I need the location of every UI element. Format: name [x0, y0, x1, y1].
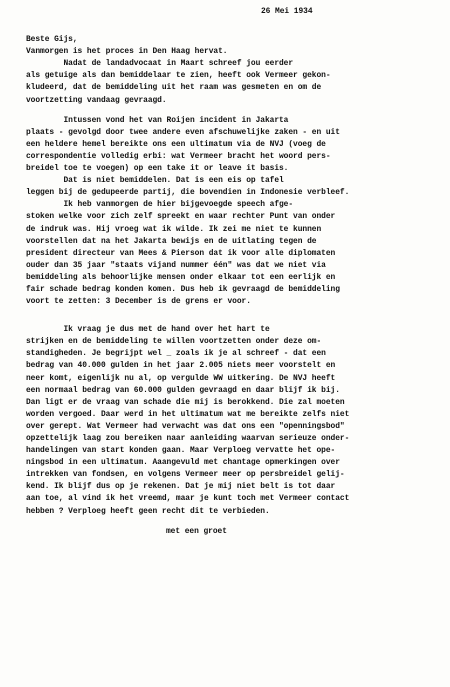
- closing: met een groet: [166, 526, 227, 536]
- text-line: als getuige als dan bemiddelaar te zien, heeft ook Vermeer gekon-: [26, 71, 331, 81]
- text-line: kend. Ik blijf dus op je rekenen. Dat je mij niet belt is tot daar: [26, 482, 336, 492]
- text-line: een heldere hemel bereikte ons een ultimatum via de NVJ (voeg de: [26, 139, 326, 149]
- text-line: strijken en de bemiddeling te willen voortzetten onder deze om-: [26, 337, 322, 347]
- text-line: president directeur van Mees & Pierson dat ik voor alle diplomaten: [26, 248, 336, 258]
- paragraph-3: [26, 175, 440, 199]
- text-line: voortzetting vandaag gevraagd.: [26, 95, 167, 105]
- text-line: de indruk was. Hij vroeg wat ik wilde. Ik zei me niet te kunnen: [26, 224, 322, 234]
- text-line: hebben ? Verploeg heeft geen recht dit te verbieden.: [26, 506, 270, 516]
- text-line: Intussen vond het van Roijen incident in Jakarta: [26, 115, 289, 125]
- text-line: stoken welke voor zich zelf spreekt en waar rechter Punt van onder: [26, 212, 336, 222]
- text-line: worden vergoed. Daar werd in het ultimatum wat me bereikte zelfs niet: [26, 409, 350, 419]
- salutation: Beste Gijs,: [26, 35, 78, 45]
- text-line: bemiddeling als behoorlijke mensen onder elkaar tot een eerlijk en: [26, 272, 336, 282]
- text-line: Nadat de landadvocaat in Maart schreef jou eerder: [26, 59, 294, 69]
- paragraph-1: [26, 46, 440, 106]
- text-line: intrekken van fondsen, en volgens Vermeer meer op persbreidel gelij-: [26, 470, 345, 480]
- text-line: voort te zetten: 3 December is de grens er voor.: [26, 297, 251, 307]
- text-line: Vanmorgen is het proces in Den Haag hervat.: [26, 47, 228, 57]
- text-line: kludeerd, dat de bemiddeling uit het raam was gesmeten en om de: [26, 83, 322, 93]
- text-line: over gerept. Wat Vermeer had verwacht was dat ons een "openningsbod": [26, 421, 345, 431]
- text-line: neer komt, eigenlijk nu al, op vergulde WW uitkering. De NVJ heeft: [26, 373, 336, 383]
- text-line: plaats - gevolgd door twee andere even afschuwelijke zaken - en uit: [26, 127, 340, 137]
- letter-date: 26 Mei 1934: [261, 7, 313, 16]
- text-line: leggen bij de gedupeerde partij, die bovendien in Indonesie verbleef.: [26, 188, 350, 198]
- text-line: aan toe, al vind ik het vreemd, maar je kunt toch met Vermeer contact: [26, 494, 350, 504]
- paragraph-5: [26, 324, 440, 518]
- text-line: Ik heb vanmorgen de hier bijgevoegde speech afge-: [26, 200, 294, 210]
- text-line: handelingen van start konden gaan. Maar Verploeg vervatte het ope-: [26, 446, 336, 456]
- text-line: opzettelijk laag zou bereiken naar aanleiding waarvan serieuze onder-: [26, 434, 350, 443]
- text-line: Dan ligt er de vraag van schade die mij is berokkend. Die zal moeten: [26, 397, 345, 407]
- text-line: voorstellen dat na het Jakarta bewijs en de uitlating tegen de: [26, 236, 317, 246]
- text-line: fair schade bedrag konden komen. Dus heb ik gevraagd de bemiddeling: [26, 284, 340, 294]
- typewritten-letter: [26, 6, 440, 538]
- paragraph-4: [26, 199, 440, 308]
- text-line: een normaal bedrag van 60.000 gulden gevraagd en daar blijf ik bij.: [26, 385, 340, 395]
- text-line: Dat is niet bemiddelen. Dat is een eis op tafel: [26, 176, 284, 186]
- text-line: ningsbod in een ultimatum. Aaangevuld met chantage opmerkingen over: [26, 458, 340, 468]
- paragraph-2: [26, 115, 440, 175]
- text-line: standigheden. Je begrijpt wel _ zoals ik je al schreef - dat een: [26, 349, 326, 359]
- text-line: breidel toe te voegen) op een take it or leave it basis.: [26, 164, 289, 174]
- text-line: bedrag van 40.000 gulden in het jaar 2.005 niets meer voorstelt en: [26, 361, 336, 371]
- text-line: ouder dan 35 jaar "staats vijand nummer één" was dat we niet via: [26, 260, 326, 270]
- text-line: correspondentie volledig erbi: wat Vermeer bracht het woord pers-: [26, 151, 331, 161]
- text-line: Ik vraag je dus met de hand over het hart te: [26, 325, 270, 335]
